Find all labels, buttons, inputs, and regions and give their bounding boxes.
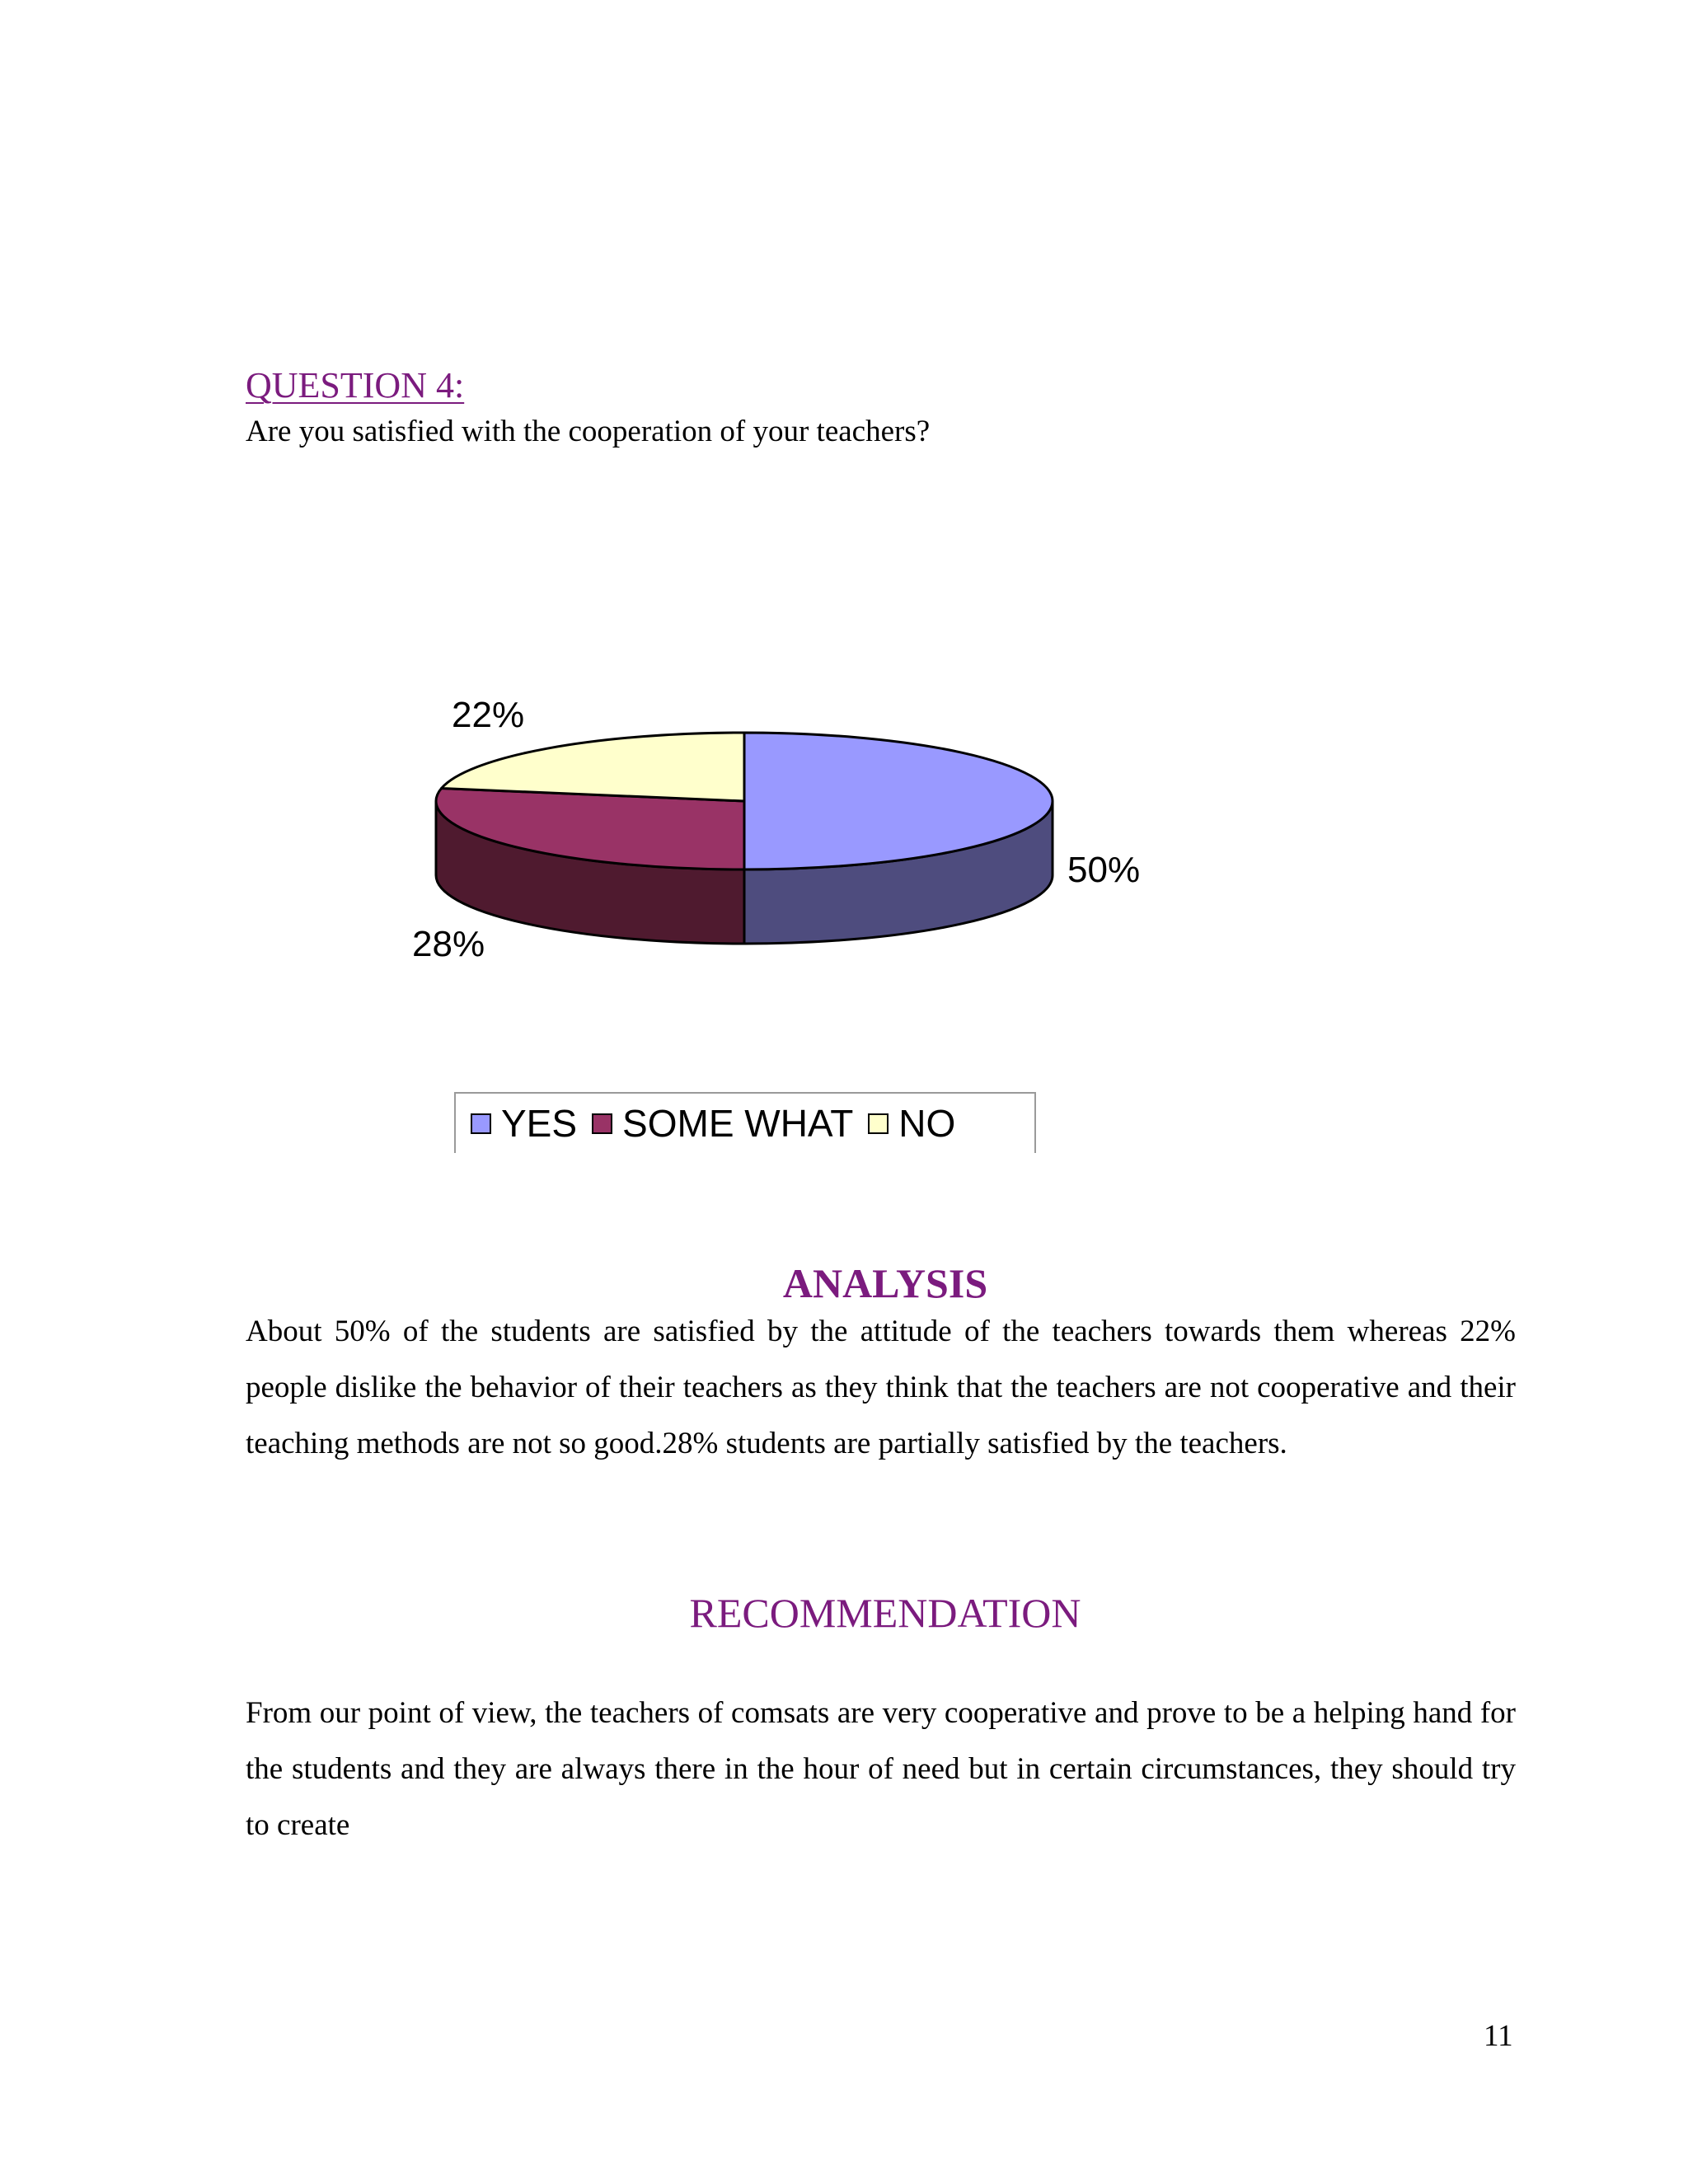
pie-label-yes: 50%	[1067, 850, 1141, 890]
question-text: Are you satisfied with the cooperation of your teachers?	[246, 415, 931, 448]
analysis-paragraph: About 50% of the students are satisfied by the attitude of the teachers towards them whereas 22% people dislike the behavior of their teachers as they think that the teachers are not cooperative and their teaching methods are not so good.28% students are partially satisfied by the teachers.	[246, 1315, 1516, 1460]
pie-chart	[0, 0, 1688, 1071]
legend-item-yes	[471, 1101, 577, 1146]
pie-label-some-what: 28%	[412, 924, 485, 964]
chart-legend	[454, 1092, 1036, 1153]
question-heading: QUESTION 4:	[246, 365, 465, 405]
pie-label-no: 22%	[452, 695, 525, 735]
pie-slice-no	[442, 733, 744, 801]
recommendation-paragraph: From our point of view, the teachers of comsats are very cooperative and prove to be a helping hand for the students and they are always there in the hour of need but in certain circumstances, they should try to create	[246, 1696, 1516, 1842]
legend-label-some-what: SOME WHAT	[622, 1102, 854, 1145]
legend-item-no	[868, 1101, 955, 1146]
recommendation-title: RECOMMENDATION	[689, 1590, 1081, 1636]
legend-swatch-no	[868, 1113, 889, 1134]
legend-label-yes: YES	[501, 1102, 578, 1145]
legend-swatch-some-what	[592, 1113, 612, 1134]
page-number: 11	[1484, 2019, 1513, 2053]
legend-label-no: NO	[898, 1102, 956, 1145]
legend-swatch-yes	[471, 1113, 491, 1134]
analysis-title: ANALYSIS	[782, 1260, 988, 1306]
legend-item-some-what	[592, 1101, 853, 1146]
